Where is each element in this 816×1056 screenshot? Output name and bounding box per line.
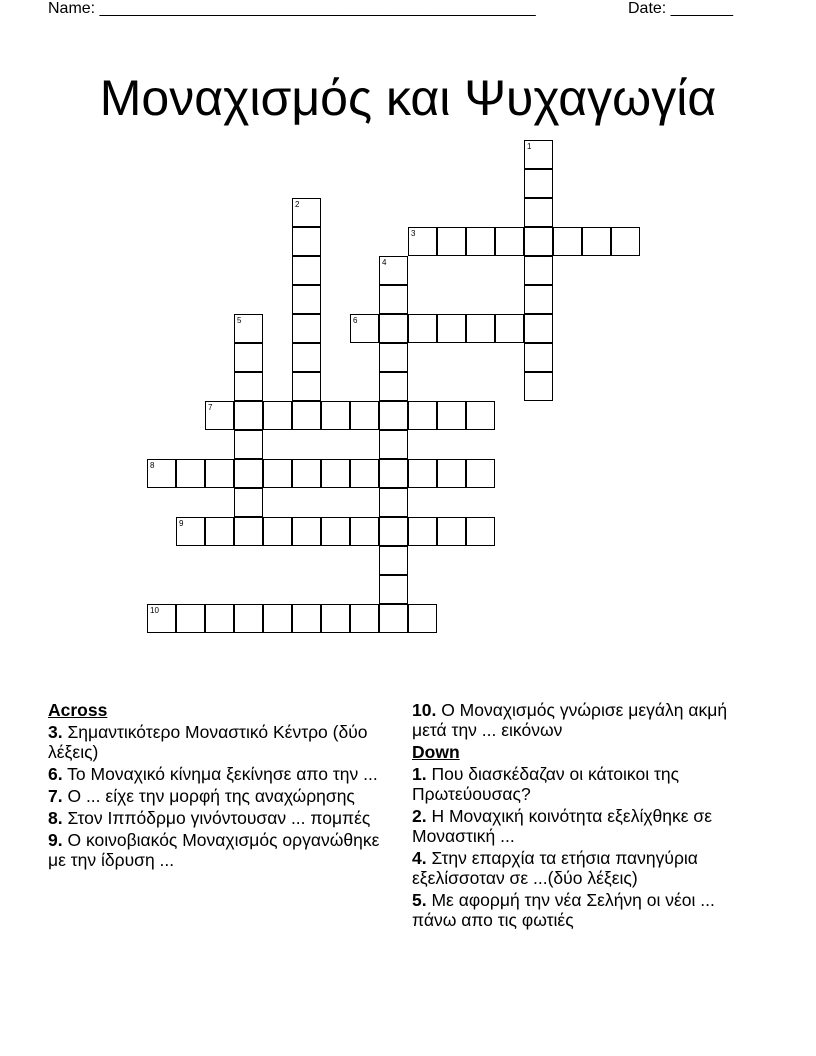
clue-text: Στην επαρχία τα ετήσια πανηγύρια εξελίσσοταν σε ...(δύο λέξεις) [412, 848, 698, 888]
crossword-cell[interactable] [408, 604, 437, 633]
crossword-cell[interactable] [379, 575, 408, 604]
crossword-cell[interactable] [321, 401, 350, 430]
crossword-cell[interactable] [437, 517, 466, 546]
crossword-cell[interactable] [292, 314, 321, 343]
crossword-cell[interactable] [495, 314, 524, 343]
clue-across-7 [48, 786, 388, 806]
crossword-cell[interactable] [234, 372, 263, 401]
clue-down-2 [412, 806, 757, 846]
clue-across-6 [48, 764, 388, 784]
crossword-cell[interactable] [292, 604, 321, 633]
crossword-cell[interactable] [582, 227, 611, 256]
crossword-cell[interactable] [524, 256, 553, 285]
crossword-cell[interactable] [466, 401, 495, 430]
crossword-cell[interactable] [379, 256, 408, 285]
crossword-cell[interactable] [292, 372, 321, 401]
crossword-cell[interactable] [205, 459, 234, 488]
clue-across-8 [48, 808, 388, 828]
clue-text: Ο Μοναχισμός γνώρισε μεγάλη ακμή μετά την ... εικόνων [412, 700, 728, 740]
cell-number: 1 [527, 142, 532, 151]
crossword-cell[interactable] [350, 459, 379, 488]
date-field-label[interactable]: Date: _______ [628, 0, 733, 17]
clue-number: 8. [48, 808, 63, 828]
crossword-cell[interactable] [292, 285, 321, 314]
clue-text: Με αφορμή την νέα Σελήνη οι νέοι ... πάνω απο τις φωτιές [412, 890, 715, 930]
crossword-cell[interactable] [321, 517, 350, 546]
crossword-cell[interactable] [379, 430, 408, 459]
crossword-cell[interactable] [234, 401, 263, 430]
cell-number: 7 [208, 403, 213, 412]
crossword-cell[interactable] [379, 372, 408, 401]
crossword-cell[interactable] [379, 517, 408, 546]
crossword-cell[interactable] [553, 227, 582, 256]
crossword-cell[interactable] [524, 285, 553, 314]
clue-number: 10. [412, 700, 437, 720]
cell-number: 3 [411, 229, 416, 238]
crossword-cell[interactable] [408, 314, 437, 343]
crossword-cell[interactable] [437, 459, 466, 488]
clue-number: 3. [48, 722, 63, 742]
crossword-cell[interactable] [466, 517, 495, 546]
crossword-cell[interactable] [466, 459, 495, 488]
clue-down-1 [412, 764, 757, 804]
clue-across-9 [48, 830, 388, 870]
crossword-cell[interactable] [263, 401, 292, 430]
crossword-cell[interactable] [466, 314, 495, 343]
crossword-cell[interactable] [524, 343, 553, 372]
clue-text: Που διασκέδαζαν οι κάτοικοι της Πρωτεύουσας? [412, 764, 680, 804]
down-heading: Down [412, 742, 460, 762]
crossword-cell[interactable] [292, 198, 321, 227]
crossword-cell[interactable] [524, 169, 553, 198]
crossword-cell[interactable] [147, 459, 176, 488]
crossword-cell[interactable] [408, 459, 437, 488]
crossword-cell[interactable] [495, 227, 524, 256]
clue-across-10 [412, 700, 757, 740]
crossword-cell[interactable] [408, 227, 437, 256]
crossword-cell[interactable] [350, 517, 379, 546]
crossword-cell[interactable] [524, 140, 553, 169]
clue-text: Ο κοινοβιακός Μοναχισμός οργανώθηκε με την ίδρυση ... [48, 830, 380, 870]
crossword-cell[interactable] [379, 343, 408, 372]
crossword-cell[interactable] [437, 314, 466, 343]
crossword-cell[interactable] [379, 285, 408, 314]
crossword-cell[interactable] [234, 430, 263, 459]
crossword-cell[interactable] [524, 198, 553, 227]
crossword-cell[interactable] [321, 604, 350, 633]
crossword-cell[interactable] [437, 227, 466, 256]
clue-number: 6. [48, 764, 63, 784]
crossword-cell[interactable] [611, 227, 640, 256]
crossword-cell[interactable] [176, 604, 205, 633]
cell-number: 2 [295, 200, 300, 209]
clue-number: 5. [412, 890, 427, 910]
crossword-cell[interactable] [466, 227, 495, 256]
clue-number: 7. [48, 786, 63, 806]
crossword-cell[interactable] [292, 227, 321, 256]
crossword-cell[interactable] [379, 604, 408, 633]
clue-text: Η Μοναχική κοινότητα εξελίχθηκε σε Μοναστική ... [412, 806, 712, 846]
crossword-cell[interactable] [205, 401, 234, 430]
crossword-cell[interactable] [379, 314, 408, 343]
crossword-cell[interactable] [234, 604, 263, 633]
crossword-cell[interactable] [234, 488, 263, 517]
crossword-cell[interactable] [234, 459, 263, 488]
crossword-cell[interactable] [350, 401, 379, 430]
crossword-cell[interactable] [321, 459, 350, 488]
crossword-cell[interactable] [292, 256, 321, 285]
name-field-label[interactable]: Name: _________________________________________________ [48, 0, 536, 17]
crossword-cell[interactable] [234, 517, 263, 546]
crossword-cell[interactable] [350, 604, 379, 633]
crossword-cell[interactable] [176, 459, 205, 488]
crossword-cell[interactable] [205, 604, 234, 633]
crossword-cell[interactable] [292, 401, 321, 430]
clue-down-4 [412, 848, 757, 888]
across-heading: Across [48, 700, 108, 720]
crossword-cell[interactable] [408, 517, 437, 546]
clue-across-3 [48, 722, 388, 762]
clue-number: 4. [412, 848, 427, 868]
clue-text: Σημαντικότερο Μοναστικό Κέντρο (δύο λέξεις) [48, 722, 368, 762]
crossword-cell[interactable] [292, 517, 321, 546]
cell-number: 8 [150, 461, 155, 470]
crossword-cell[interactable] [524, 372, 553, 401]
crossword-cell[interactable] [147, 604, 176, 633]
clues-left-column [48, 700, 388, 872]
crossword-cell[interactable] [292, 343, 321, 372]
crossword-cell[interactable] [524, 314, 553, 343]
cell-number: 6 [353, 316, 358, 325]
crossword-cell[interactable] [350, 314, 379, 343]
crossword-cell[interactable] [379, 459, 408, 488]
clue-number: 1. [412, 764, 427, 784]
crossword-cell[interactable] [379, 546, 408, 575]
clue-down-5 [412, 890, 757, 930]
crossword-cell[interactable] [234, 314, 263, 343]
cell-number: 10 [150, 606, 159, 615]
crossword-cell[interactable] [263, 604, 292, 633]
crossword-cell[interactable] [524, 227, 553, 256]
crossword-cell[interactable] [437, 401, 466, 430]
crossword-cell[interactable] [176, 517, 205, 546]
crossword-cell[interactable] [292, 459, 321, 488]
clues-right-column [412, 700, 757, 932]
cell-number: 4 [382, 258, 387, 267]
clue-number: 9. [48, 830, 63, 850]
crossword-cell[interactable] [379, 488, 408, 517]
crossword-cell[interactable] [234, 343, 263, 372]
clue-text: Το Μοναχικό κίνημα ξεκίνησε απο την ... [62, 764, 378, 784]
crossword-cell[interactable] [205, 517, 234, 546]
clue-number: 2. [412, 806, 427, 826]
crossword-cell[interactable] [408, 401, 437, 430]
clue-text: Στον Ιππόδρμο γινόντουσαν ... πομπές [62, 808, 371, 828]
page-title: Μοναχισμός και Ψυχαγωγία [99, 69, 717, 126]
cell-number: 5 [237, 316, 242, 325]
clue-text: Ο ... είχε την μορφή της αναχώρησης [62, 786, 355, 806]
crossword-cell[interactable] [263, 459, 292, 488]
crossword-cell[interactable] [379, 401, 408, 430]
cell-number: 9 [179, 519, 184, 528]
crossword-cell[interactable] [263, 517, 292, 546]
